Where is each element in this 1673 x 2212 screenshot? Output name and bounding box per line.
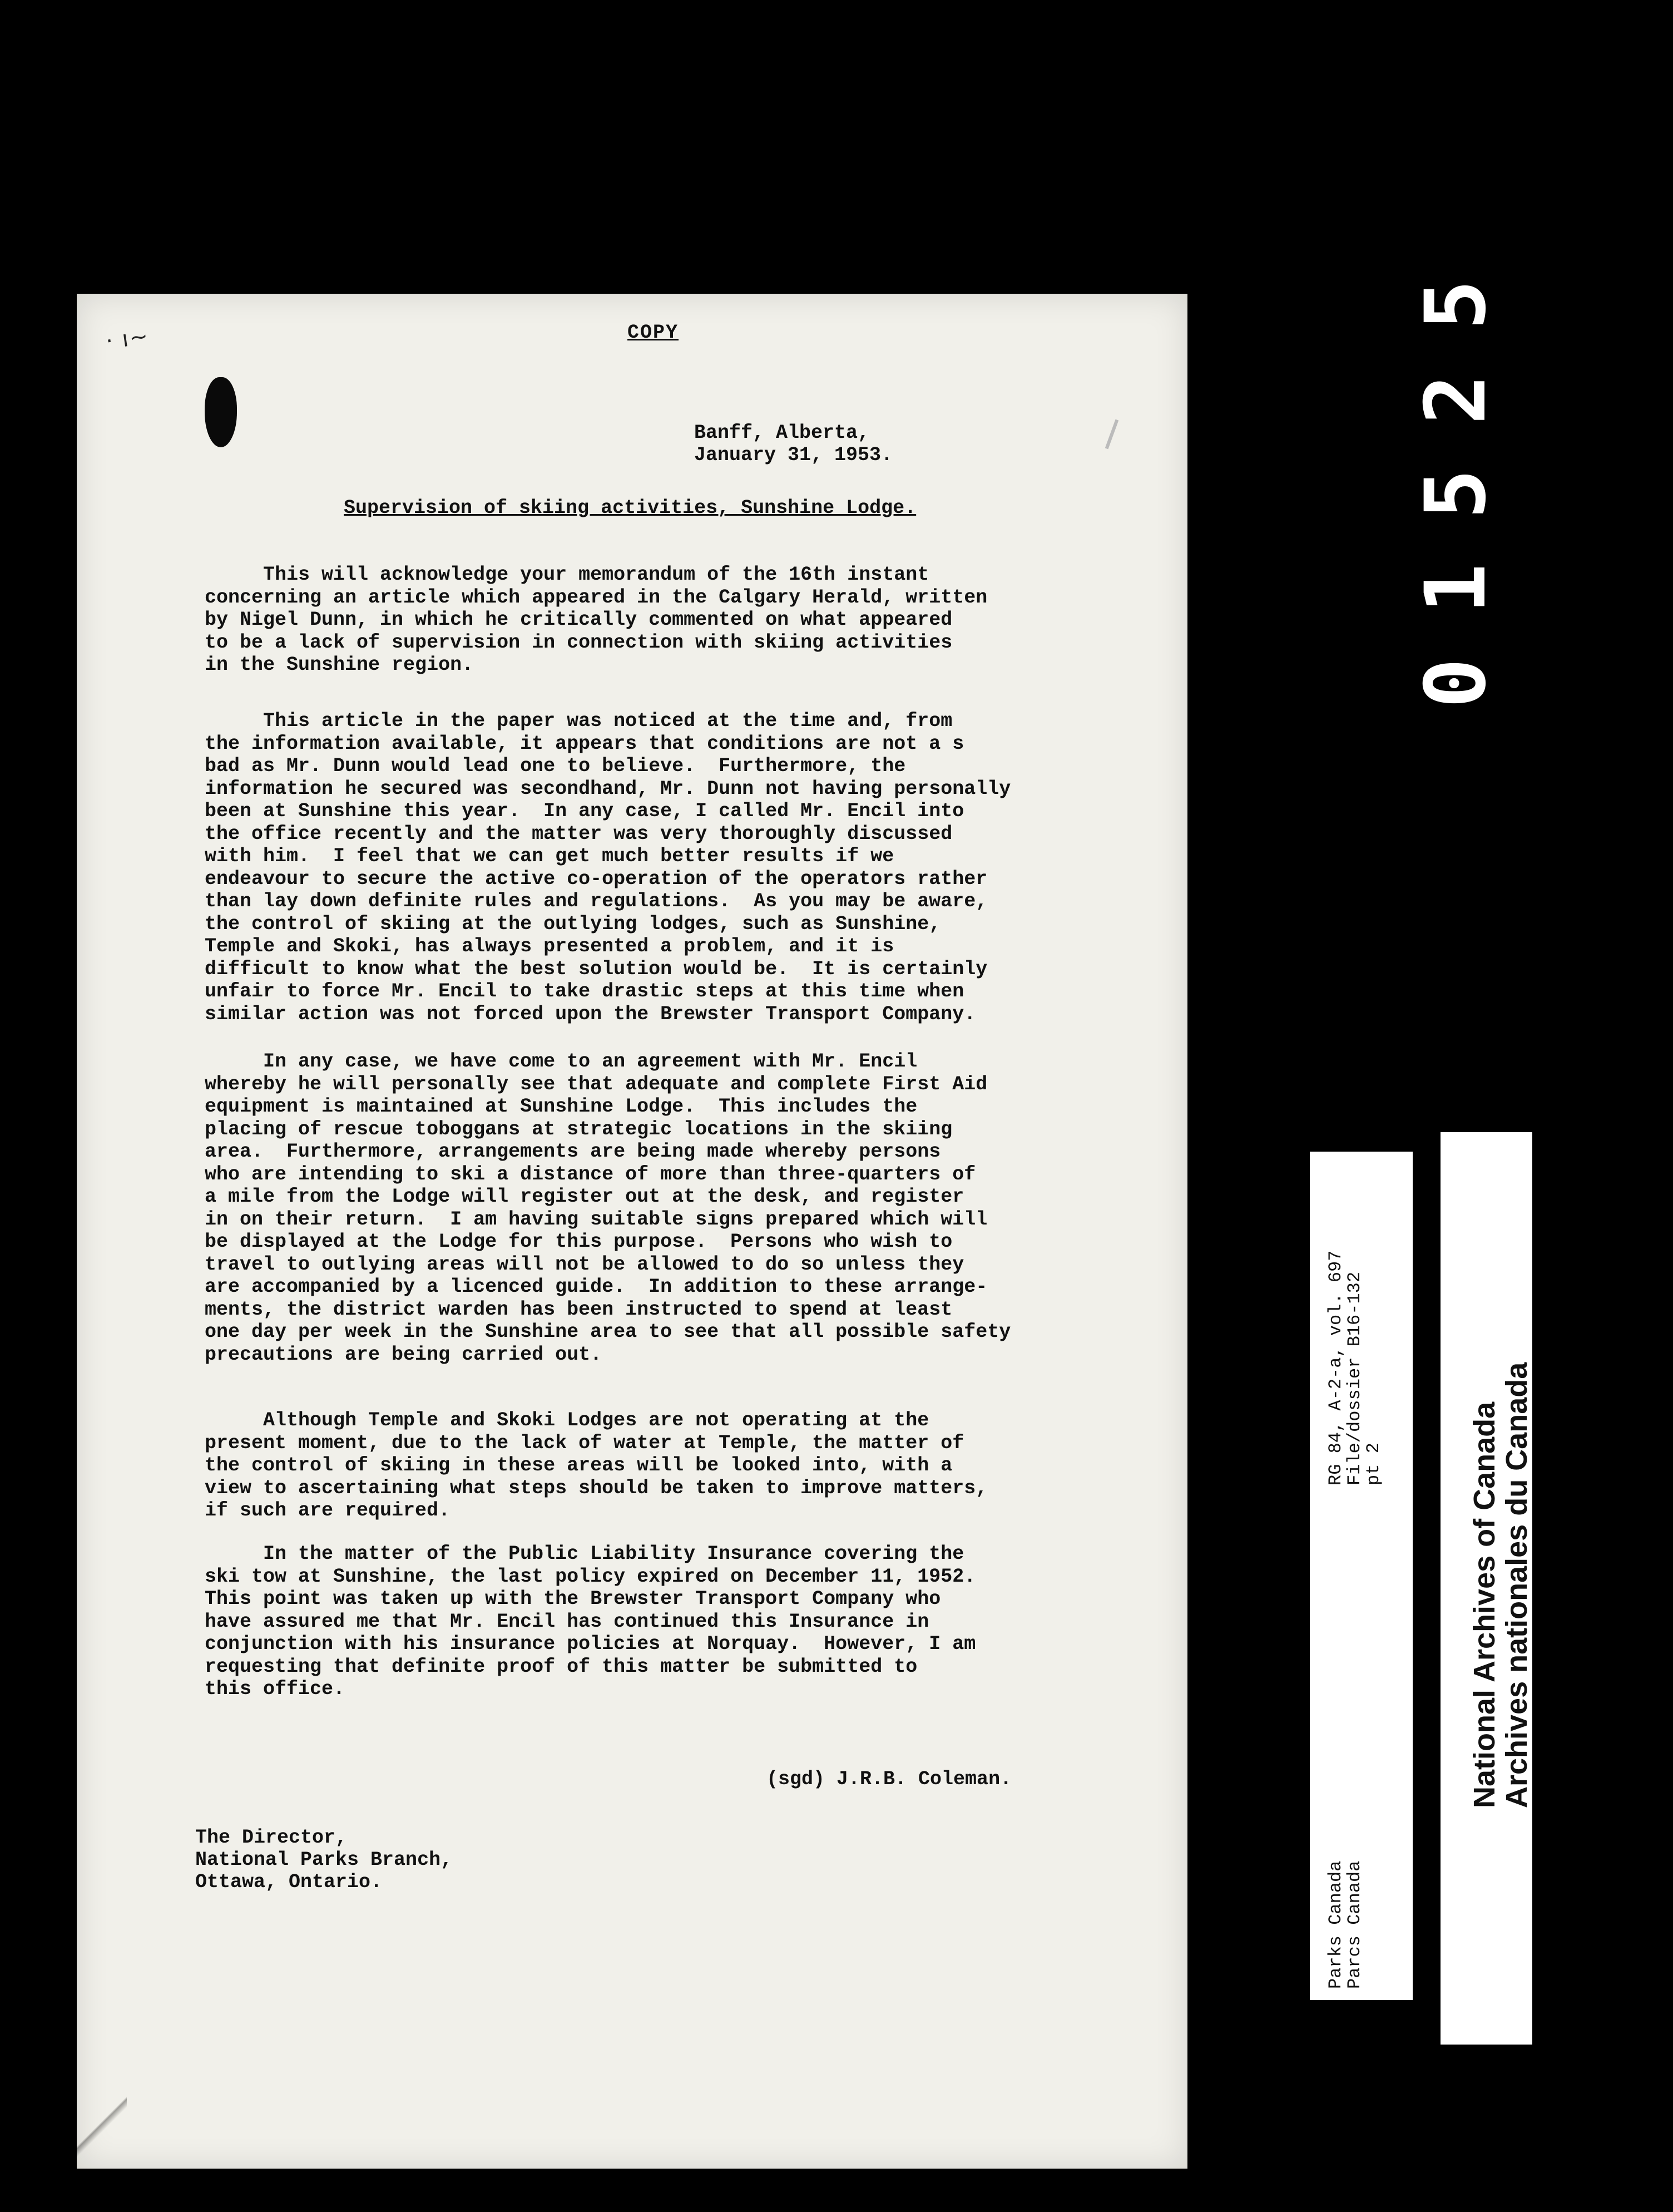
paragraph-5: In the matter of the Public Liability Insurance covering the ski tow at Sunshine, the last policy expired on December 11, 1952. This point was taken up with the Brewster Transport Company who have assured me that Mr. Encil has continued this Insurance in conjunction with his insurance policies at Norquay. However, I am requesting that definite proof of this matter be submitted to this office. [205,1543,976,1700]
handwritten-margin-mark: · ı~ [104,323,151,355]
letter-place: Banff, Alberta, [694,422,870,444]
paragraph-1: This will acknowledge your memorandum of the 16th instant concerning an article which appeared in the Calgary Herald, written by Nigel Dunn, in which he critically commented on what appeared to be a lack of supervision in connection with skiing activities in the Sunshine region. [205,564,988,676]
frame-digit: 0 [1408,658,1504,709]
frame-digit: 5 [1408,279,1504,330]
letter-page [77,294,1187,2169]
microfilm-frame-number [1408,249,1504,728]
frame-digit: 1 [1408,563,1504,614]
reference-agency-text: Parks Canada Parcs Canada [1325,1860,1365,1989]
paragraph-4: Although Temple and Skoki Lodges are not operating at the present moment, due to the lack of water at Temple, the matter of the control of skiing in these areas will be looked into, with a view to ascertaining what steps should be taken to improve matters, if such are required. [205,1409,988,1522]
archive-label [1441,1132,1532,2045]
paragraph-3: In any case, we have come to an agreement with Mr. Encil whereby he will personally see that adequate and complete First Aid equipment is maintained at Sunshine Lodge. This includes the placing of rescue toboggans at strategic locations in the skiing area. Furthermore, arrangements are being made whereby persons who are intending to ski a distance of more than three-quarters of a mile from the Lodge will register out at the desk, and register in on their return. I am having suitable signs prepared which will be displayed at the Lodge for this purpose. Persons who wish to travel to outlying areas will not be allowed to do so unless they are accompanied by a licenced guide. In addition to these arrange- ments, the district warden has been instructed to spend at least one day per week in the Sunshine area to see that all possible safety precautions are being carried out. [205,1050,1011,1366]
copy-label: COPY [627,322,679,344]
reference-file-text: RG 84, A-2-a, vol. 697 File/dossier B16-132 pt 2 [1325,1250,1384,1485]
punch-hole [205,377,237,447]
frame-digit: 2 [1408,374,1504,425]
frame-digit: 5 [1408,468,1504,520]
pen-scratch [1105,419,1118,450]
signature-line: (sgd) J.R.B. Coleman. [766,1768,1012,1790]
archive-label-text: National Archives of Canada Archives nationales du Canada [1468,1362,1533,1808]
reference-label [1310,1152,1413,2000]
letter-subject: Supervision of skiing activities, Sunshine Lodge. [344,497,917,519]
letter-date: January 31, 1953. [694,444,893,466]
paragraph-2: This article in the paper was noticed at the time and, from the information available, it appears that conditions are not a s bad as Mr. Dunn would lead one to believe. Furthermore, the information he secured was secondhand, Mr. Dunn not having personally been at Sunshine this year. In any case, I called Mr. Encil into the office recently and the matter was very thoroughly discussed with him. I feel that we can get much better results if we endeavour to secure the active co-operation of the operators rather than lay down definite rules and regulations. As you may be aware, the control of skiing at the outlying lodges, such as Sunshine, Temple and Skoki, has always presented a problem, and it is difficult to know what the best solution would be. It is certainly unfair to force Mr. Encil to take drastic steps at this time when similar action was not forced upon the Brewster Transport Company. [205,710,1011,1025]
addressee-block: The Director, National Parks Branch, Ottawa, Ontario. [195,1826,453,1893]
